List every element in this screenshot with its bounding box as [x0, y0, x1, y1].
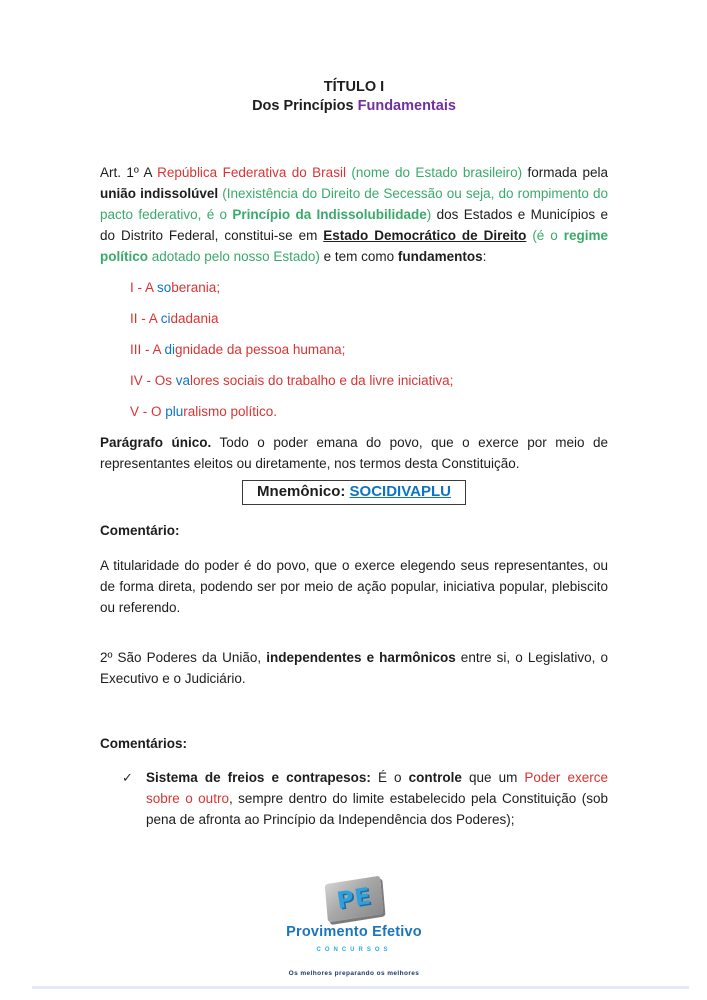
- comentario-body: A titularidade do poder é do povo, que o exerce elegendo seus representantes, ou de forma direta, podendo ser por meio de ação popular, iniciativa popular, plebiscito ou referendo.: [100, 558, 608, 615]
- list-item-4: IV - Os valores sociais do trabalho e da livre iniciativa;: [130, 373, 454, 388]
- paragrafo-unico: Parágrafo único. Todo o poder emana do povo, que o exerce por meio de representantes eleitos ou diretamente, nos termos desta Constituição.: [100, 435, 608, 471]
- logo-pe-letters: PE: [334, 882, 374, 915]
- logo-subtitle: CONCURSOS: [316, 947, 392, 953]
- bullet-item: [122, 767, 608, 830]
- logo-name: Provimento Efetivo: [286, 924, 422, 940]
- mnemonic-box: Mnemônico: SOCIDIVAPLU: [242, 480, 466, 505]
- mnemonic-wrapper: [100, 480, 608, 505]
- list-item-3: III - A dignidade da pessoa humana;: [130, 342, 346, 357]
- article-1-paragraph: Art. 1º A República Federativa do Brasil (nome do Estado brasileiro) formada pela união indissolúvel (Inexistência do Direito de Secessão ou seja, do rompimento do pacto federativo, é o Princípio da Indissolubilidade) dos Estados e Municípios e do Distrito Federal, constitui-se em Estado Democrático de Direito (é o regime político adotado pelo nosso Estado) e tem como fundamentos:: [100, 165, 608, 264]
- list-item-1: I - A soberania;: [130, 280, 221, 295]
- list-item-5: V - O pluralismo político.: [130, 404, 278, 419]
- document-title: [100, 78, 608, 116]
- list-item-2: II - A cidadania: [130, 311, 219, 326]
- comentarios-heading: Comentários:: [100, 736, 188, 751]
- logo-tagline: Os melhores preparando os melhores: [288, 970, 420, 977]
- document-content: [100, 0, 608, 984]
- comentario-heading: Comentário:: [100, 523, 180, 538]
- poderes-paragraph: 2º São Poderes da União, independentes e harmônicos entre si, o Legislativo, o Executivo e o Judiciário.: [100, 650, 608, 686]
- provimento-efetivo-logo: [100, 880, 608, 984]
- bullet-text: Sistema de freios e contrapesos: É o controle que um Poder exerce sobre o outro, sempre dentro do limite estabelecido pela Constituição (sob pena de afronta ao Princípio da Independência dos Poderes);: [146, 770, 609, 827]
- title-line-1: TÍTULO I: [323, 79, 385, 95]
- checkmark-icon: ✓: [122, 770, 133, 785]
- title-line-2: Dos Princípios Fundamentais: [252, 98, 456, 114]
- bottom-divider: [32, 986, 689, 989]
- logo-pe-mark-icon: [325, 876, 384, 923]
